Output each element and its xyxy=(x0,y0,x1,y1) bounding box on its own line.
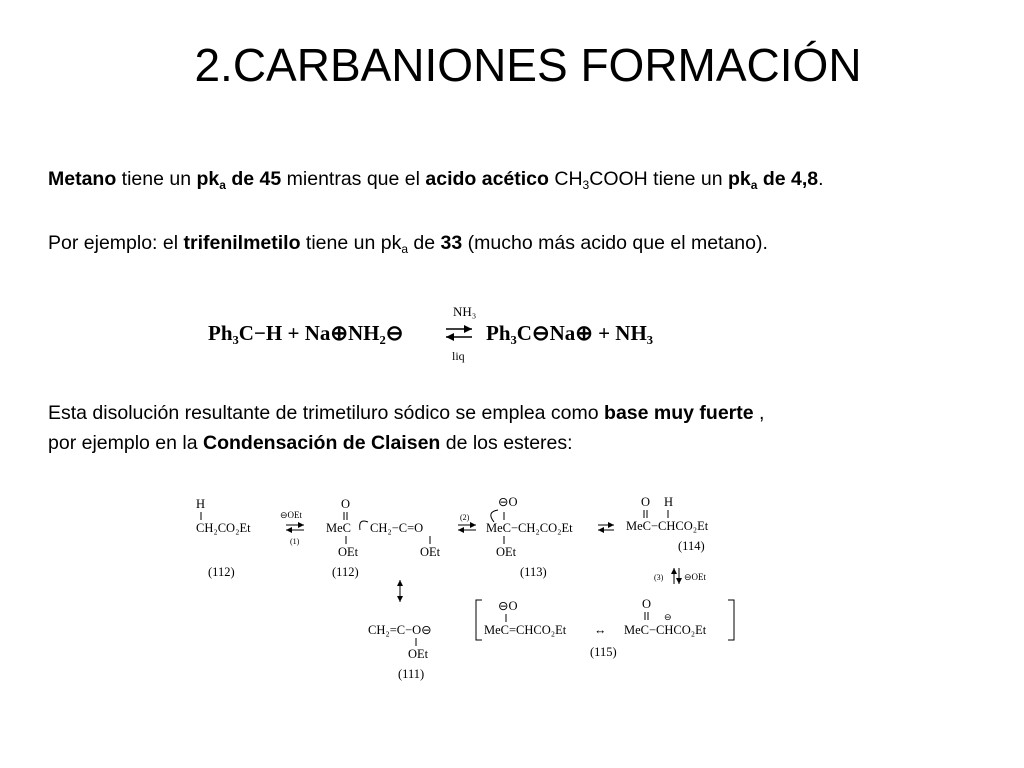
text: Por ejemplo: el xyxy=(48,232,184,254)
term-33: 33 xyxy=(440,232,463,254)
step-1: (1) xyxy=(290,537,300,546)
o-115b: O xyxy=(642,597,652,611)
o-114: O xyxy=(641,495,651,509)
compound-115: (115) xyxy=(590,645,617,659)
minus-115b: ⊖ xyxy=(664,612,672,622)
enolate-ch2co: CH₂−C=O xyxy=(370,521,424,535)
text: de 45 xyxy=(225,168,282,190)
compound-113: (113) xyxy=(520,565,547,579)
mec-115a: MeC=CHCO₂Et xyxy=(484,623,567,637)
text: por ejemplo en la xyxy=(48,432,204,454)
paragraph-trifenilmetilo xyxy=(48,228,768,258)
eq1-above: NH₃ xyxy=(453,304,477,319)
term-base-muy-fuerte: base muy fuerte xyxy=(604,402,754,424)
h-114: H xyxy=(664,495,674,509)
paragraph-pka-metano xyxy=(48,164,824,194)
claisen-mechanism-scheme xyxy=(190,490,750,690)
term-pka xyxy=(196,168,281,190)
h-label: H xyxy=(196,497,206,511)
compound-114: (114) xyxy=(678,539,705,553)
text: , xyxy=(753,402,765,424)
paragraph-base-fuerte xyxy=(48,398,764,458)
term-acido-acetico: acido acético xyxy=(425,168,549,190)
text: tiene un xyxy=(116,168,197,190)
o-label: O xyxy=(341,497,351,511)
step-3: (3) xyxy=(654,573,664,582)
mec-112: MeC xyxy=(326,521,351,535)
term-metano: Metano xyxy=(48,168,117,190)
o-minus-113: ⊖O xyxy=(498,495,518,509)
text: Esta disolución resultante de trimetiluro sódico se emplea como xyxy=(48,402,605,424)
subscript: 3 xyxy=(582,178,590,192)
mec-113: MeC−CH₂CO₂Et xyxy=(486,521,573,535)
text: de 4,8 xyxy=(757,168,819,190)
text: de los esteres: xyxy=(440,432,573,454)
reaction-equation-1 xyxy=(200,300,680,380)
subscript: a xyxy=(401,242,409,256)
oet-enolate: OEt xyxy=(420,545,441,559)
resonance-arrow: ↔ xyxy=(594,623,607,637)
text: COOH tiene un xyxy=(589,168,728,190)
oet-base-3: ⊖OEt xyxy=(684,572,707,582)
oet-base-1: ⊖OEt xyxy=(280,510,303,520)
mec-114: MeC−CHCO₂Et xyxy=(626,519,709,533)
mec-115b: MeC−CHCO₂Et xyxy=(624,623,707,637)
term-condensacion-claisen: Condensación de Claisen xyxy=(203,432,441,454)
ester-112: CH₂CO₂Et xyxy=(196,521,251,535)
text: CH xyxy=(548,168,583,190)
eq1-below: liq xyxy=(452,349,465,363)
subscript: a xyxy=(219,178,226,192)
text: . xyxy=(818,168,824,190)
compound-112b: (112) xyxy=(332,565,359,579)
text: mientras que el xyxy=(281,168,426,190)
slide-title: 2.CARBANIONES FORMACIÓN xyxy=(194,39,862,91)
text: de xyxy=(408,232,441,254)
text: pk xyxy=(196,168,220,190)
o-minus-115: ⊖O xyxy=(498,599,518,613)
term-trifenilmetilo: trifenilmetilo xyxy=(183,232,301,254)
oet-112: OEt xyxy=(338,545,359,559)
step-2: (2) xyxy=(460,513,470,522)
enolate-111: CH₂=C−O⊖ xyxy=(368,623,432,637)
text: pk xyxy=(727,168,751,190)
eq1-right: Ph₃C⊖Na⊕ + NH₃ xyxy=(486,321,654,345)
subscript: a xyxy=(750,178,758,192)
text: tiene un pk xyxy=(300,232,402,254)
term-pka-acetico xyxy=(728,168,818,190)
text: (mucho más acido que el metano). xyxy=(462,232,768,254)
oet-113: OEt xyxy=(496,545,517,559)
compound-112a: (112) xyxy=(208,565,235,579)
eq1-left: Ph₃C−H + Na⊕NH₂⊖ xyxy=(208,321,404,345)
compound-111: (111) xyxy=(398,667,425,681)
oet-111: OEt xyxy=(408,647,429,661)
